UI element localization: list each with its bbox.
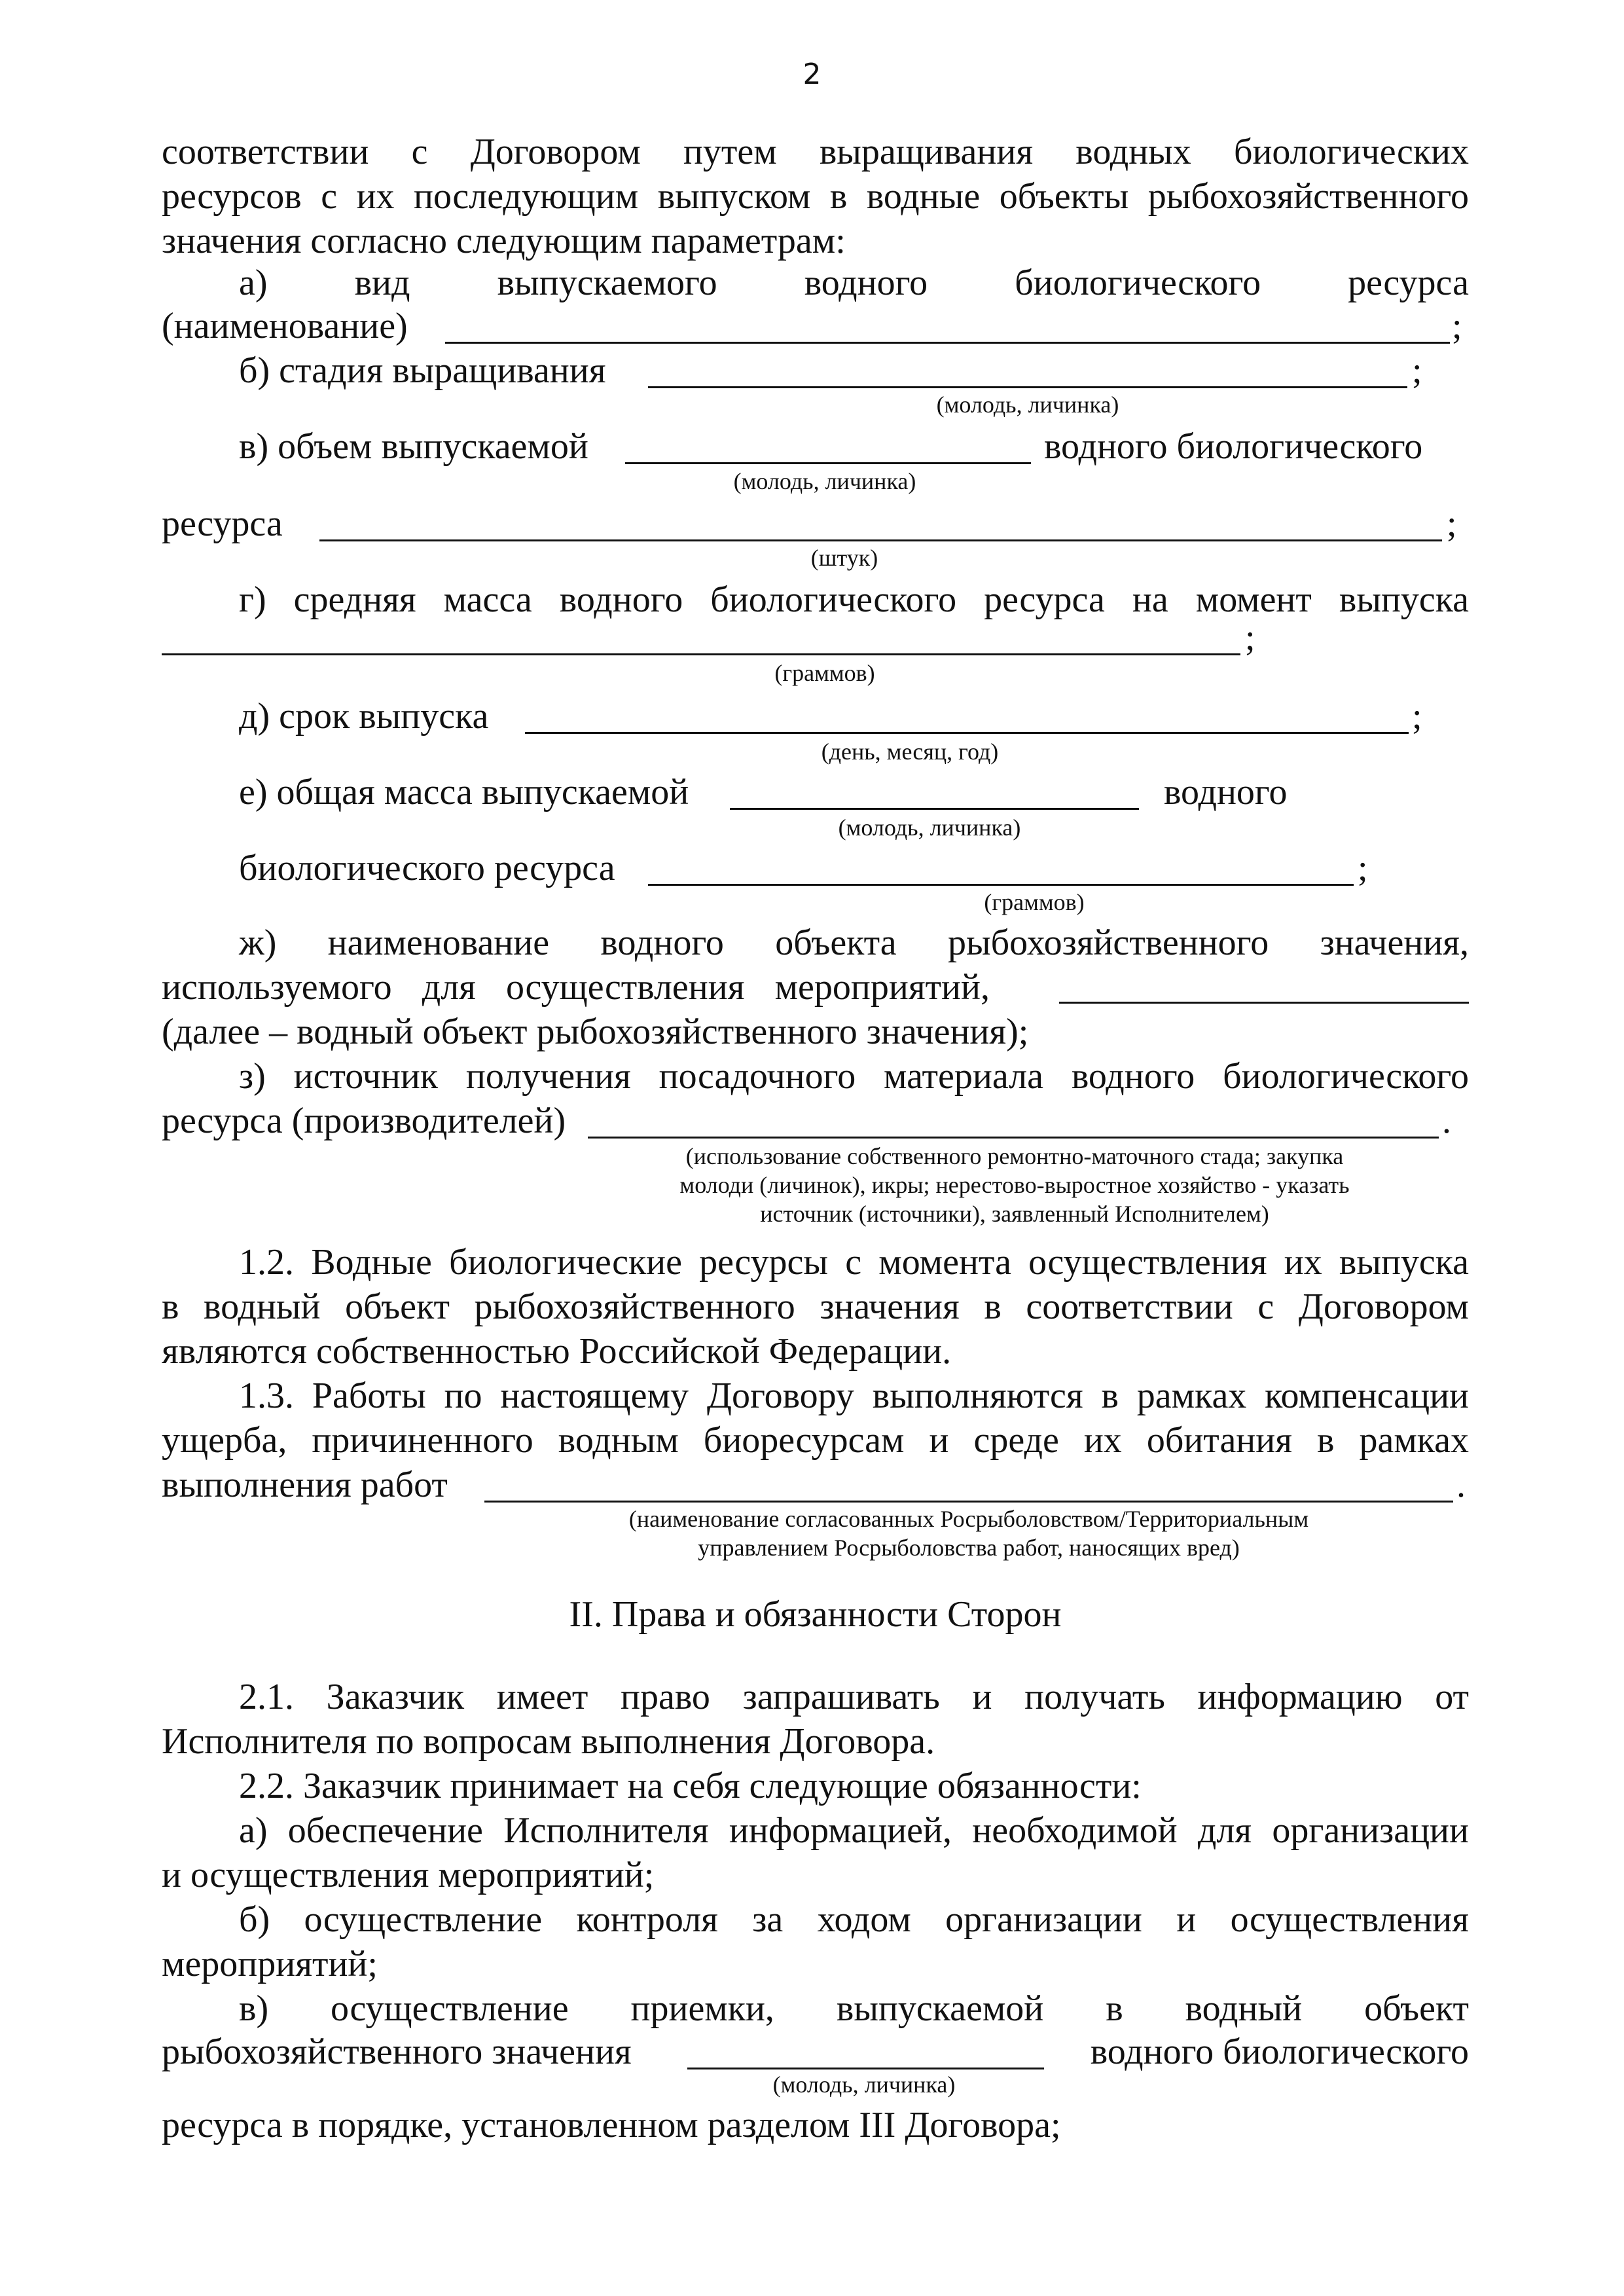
p12-line-1: 1.2. Водные биологические ресурсы с момента осуществления их выпуска: [239, 1242, 1469, 1283]
item-g-hint: (граммов): [774, 660, 875, 686]
p22v-line-3: ресурса в порядке, установленном разделом III Договора;: [162, 2105, 1061, 2145]
item-zh-line-2: используемого для осуществления мероприятий,: [162, 967, 990, 1008]
item-e-label: е) общая масса выпускаемой: [239, 772, 689, 812]
item-e-after: водного: [1164, 772, 1288, 812]
item-v-hint-2: (штук): [810, 545, 878, 571]
section-heading: II. Права и обязанности Сторон: [569, 1594, 1062, 1635]
item-a-word: водного: [804, 263, 928, 303]
item-v-cont: ресурса: [162, 503, 283, 544]
item-a-word: выпускаемого: [497, 263, 717, 303]
p22v-word: выпускаемой: [836, 1988, 1044, 2029]
intro-line-3: значения согласно следующим параметрам:: [162, 221, 846, 261]
p22v-word: в): [239, 1988, 269, 2029]
p13-end: .: [1456, 1465, 1466, 1505]
item-z-hint-3: источник (источники), заявленный Исполнителем): [760, 1201, 1269, 1227]
item-d-hint: (день, месяц, год): [821, 738, 999, 765]
p13-hint-2: управлением Росрыболовства работ, наносящих вред): [698, 1535, 1240, 1561]
item-zh-blank[interactable]: [1059, 965, 1469, 1004]
p22b-line-2: мероприятий;: [162, 1944, 378, 1984]
p22v-word: приемки,: [630, 1988, 774, 2029]
intro-line-1: соответствии с Договором путем выращивания водных биологических: [162, 132, 1469, 172]
p21-line-1: 2.1. Заказчик имеет право запрашивать и получать информацию от: [239, 1677, 1469, 1717]
item-d-end: ;: [1412, 696, 1422, 737]
p22v-line-2-after: водного биологического: [1090, 2032, 1469, 2072]
item-a-word: ресурса: [1348, 263, 1469, 303]
item-e-blank-2[interactable]: [648, 847, 1354, 886]
item-a-end: ;: [1452, 306, 1462, 346]
p22v-line-1: [239, 1986, 1469, 2031]
p22v-hint: (молодь, личинка): [772, 2071, 956, 2098]
item-b-end: ;: [1412, 350, 1422, 391]
item-z-hint-2: молоди (личинок), икры; нерестово-выростное хозяйство - указать: [679, 1172, 1350, 1198]
item-e-hint: (молодь, личинка): [838, 814, 1021, 841]
item-b-hint: (молодь, личинка): [936, 392, 1119, 418]
item-z-end: .: [1442, 1101, 1451, 1141]
item-a-word: а): [239, 263, 268, 303]
p13-blank[interactable]: [484, 1464, 1453, 1503]
item-b-label: б) стадия выращивания: [239, 350, 606, 391]
item-g-end: ;: [1245, 617, 1255, 658]
item-a-word: вид: [354, 263, 410, 303]
item-e-blank[interactable]: [730, 771, 1139, 810]
page-number: 2: [803, 58, 821, 91]
p12-line-3: являются собственностью Российской Федерации.: [162, 1331, 952, 1372]
item-g-blank[interactable]: [162, 617, 1240, 655]
intro-line-2: ресурсов с их последующим выпуском в водные объекты рыбохозяйственного: [162, 176, 1469, 217]
item-b-blank[interactable]: [648, 350, 1407, 388]
item-z-line-1: з) источник получения посадочного материала водного биологического: [239, 1056, 1469, 1097]
p13-line-2: ущерба, причиненного водным биоресурсам и среде их обитания в рамках: [162, 1420, 1469, 1461]
item-z-blank[interactable]: [588, 1100, 1439, 1139]
item-v-blank-2[interactable]: [319, 503, 1442, 541]
p22b-line-1: б) осуществление контроля за ходом организации и осуществления: [239, 1899, 1469, 1940]
item-d-blank[interactable]: [525, 695, 1409, 734]
p22a-line-1: а) обеспечение Исполнителя информацией, необходимой для организации: [239, 1810, 1469, 1851]
item-a-blank[interactable]: [445, 305, 1450, 344]
item-e-end: ;: [1358, 848, 1368, 888]
p13-line-1: 1.3. Работы по настоящему Договору выполняются в рамках компенсации: [239, 1376, 1469, 1416]
item-a-line: [239, 261, 1469, 305]
item-g-text: г) средняя масса водного биологического ресурса на момент выпуска: [239, 579, 1469, 620]
p12-line-2: в водный объект рыбохозяйственного значения в соответствии с Договором: [162, 1286, 1469, 1327]
item-v-label: в) объем выпускаемой: [239, 426, 588, 467]
p22v-word: в: [1106, 1988, 1123, 2029]
item-z-line-2: ресурса (производителей): [162, 1101, 566, 1141]
p13-line-3: выполнения работ: [162, 1465, 448, 1505]
item-a-cont: (наименование): [162, 306, 408, 346]
p22-line: 2.2. Заказчик принимает на себя следующие обязанности:: [239, 1766, 1142, 1806]
p22v-blank[interactable]: [687, 2031, 1044, 2069]
item-v-hint: (молодь, личинка): [733, 468, 916, 494]
item-d-label: д) срок выпуска: [239, 696, 489, 737]
p22v-word: объект: [1364, 1988, 1469, 2029]
item-z-hint-1: (использование собственного ремонтно-маточного стада; закупка: [685, 1143, 1344, 1169]
p22v-word: водный: [1185, 1988, 1303, 2029]
item-a-word: биологического: [1015, 263, 1261, 303]
p22a-line-2: и осуществления мероприятий;: [162, 1855, 655, 1895]
item-v-after: водного биологического: [1044, 426, 1423, 467]
item-e-hint-2: (граммов): [984, 889, 1085, 915]
p22v-line-2-label: рыбохозяйственного значения: [162, 2032, 632, 2072]
item-v-end: ;: [1447, 503, 1457, 544]
p13-hint-1: (наименование согласованных Росрыболовством/Территориальным: [628, 1506, 1309, 1532]
item-zh-line-1: ж) наименование водного объекта рыбохозяйственного значения,: [239, 922, 1469, 963]
p21-line-2: Исполнителя по вопросам выполнения Договора.: [162, 1721, 935, 1762]
item-zh-line-3: (далее – водный объект рыбохозяйственного значения);: [162, 1011, 1029, 1052]
item-e-cont: биологического ресурса: [239, 848, 615, 888]
item-v-blank[interactable]: [625, 426, 1031, 464]
p22v-word: осуществление: [331, 1988, 569, 2029]
